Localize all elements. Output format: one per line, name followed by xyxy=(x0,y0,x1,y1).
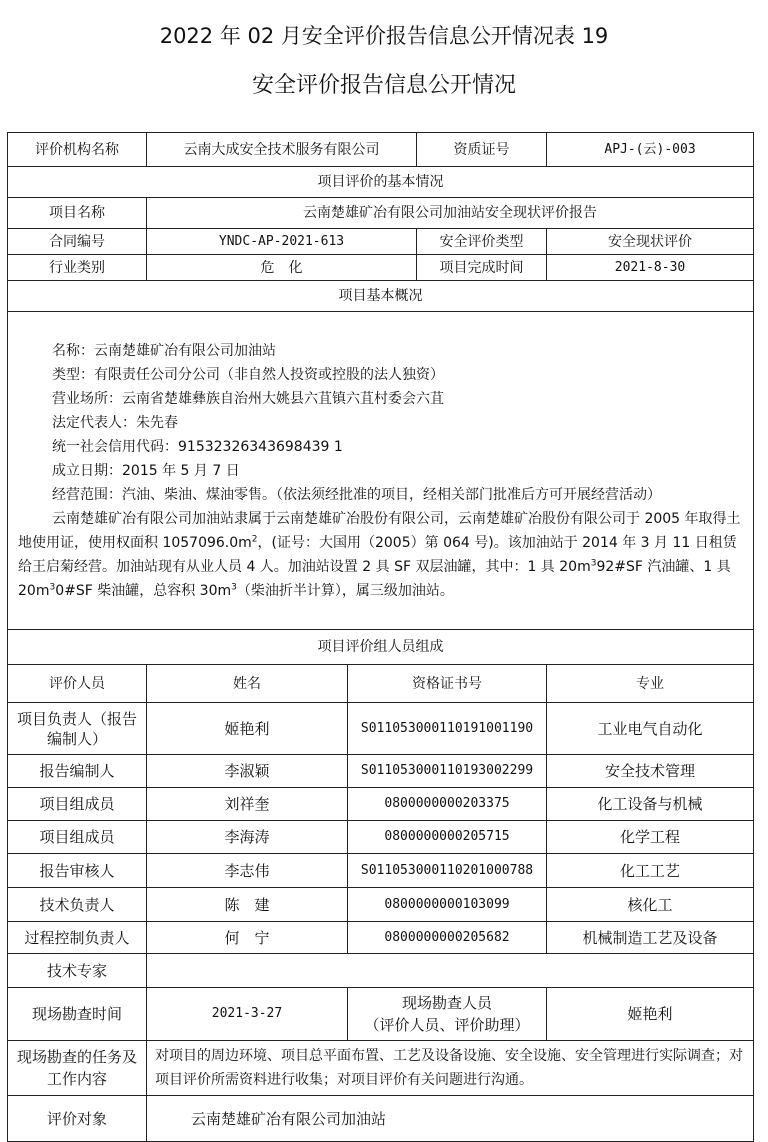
table-row xyxy=(8,755,754,788)
member-cert: S011053000110191001190 xyxy=(348,703,547,755)
team-header-major: 专业 xyxy=(547,665,754,703)
cert-value: APJ-(云)-003 xyxy=(547,133,754,167)
member-name: 陈 建 xyxy=(147,888,348,922)
table-row xyxy=(8,788,754,821)
basic-section-header: 项目评价的基本情况 xyxy=(8,167,754,198)
member-major: 核化工 xyxy=(547,888,754,922)
cert-label: 资质证号 xyxy=(417,133,547,167)
member-role: 报告编制人 xyxy=(8,755,147,788)
eval-target: 云南楚雄矿冶有限公司加油站 xyxy=(147,1096,754,1142)
member-name: 李淑颖 xyxy=(147,755,348,788)
org-value: 云南大成安全技术服务有限公司 xyxy=(147,133,417,167)
team-header-name: 姓名 xyxy=(147,665,348,703)
member-name: 刘祥奎 xyxy=(147,788,348,821)
member-cert: S011053000110201000788 xyxy=(348,854,547,888)
superscript: 3 xyxy=(49,581,56,592)
member-major: 化学工程 xyxy=(547,821,754,854)
member-name: 李海涛 xyxy=(147,821,348,854)
overview-paragraph xyxy=(18,507,743,603)
survey-time-label: 现场勘查时间 xyxy=(8,988,147,1041)
table-row xyxy=(8,703,754,755)
document-subtitle: 安全评价报告信息公开情况 xyxy=(251,73,516,98)
member-name: 何 宁 xyxy=(147,922,348,954)
contract-number: YNDC-AP-2021-613 xyxy=(147,229,417,255)
overview-line: 类型：有限责任公司分公司（非自然人投资或控股的法人独资） xyxy=(52,366,444,383)
survey-people: 姬艳利 xyxy=(547,988,754,1041)
table-row xyxy=(8,922,754,954)
table-row xyxy=(8,854,754,888)
contract-label: 合同编号 xyxy=(8,229,147,255)
survey-people-label: 现场勘查人员 （评价人员、评价助理） xyxy=(348,988,547,1041)
team-header-role: 评价人员 xyxy=(8,665,147,703)
member-cert: 0800000000205715 xyxy=(348,821,547,854)
superscript: 2 xyxy=(251,533,258,544)
paragraph-part: 云南楚雄矿冶有限公司加油站隶属于云南楚雄矿冶股份有限公司，云南楚雄矿冶股份有限公司于 2005 年取得土地使用证，使用权面积 1057096.0m xyxy=(18,510,741,551)
member-name: 李志伟 xyxy=(147,854,348,888)
member-role: 项目组成员 xyxy=(8,821,147,854)
member-role: 过程控制负责人 xyxy=(8,922,147,954)
team-section-header: 项目评价组人员组成 xyxy=(8,630,754,665)
overview-line: 法定代表人：朱先春 xyxy=(52,414,178,431)
project-name: 云南楚雄矿冶有限公司加油站安全现状评价报告 xyxy=(147,198,754,229)
overview-line: 统一社会信用代码：91532326343698439 1 xyxy=(52,438,343,455)
overview-section-header: 项目基本概况 xyxy=(8,281,754,312)
survey-task-label: 现场勘查的任务及工作内容 xyxy=(8,1041,147,1096)
member-role: 项目负责人（报告编制人） xyxy=(8,703,147,755)
member-cert: 0800000000205682 xyxy=(348,922,547,954)
industry-value: 危 化 xyxy=(147,255,417,281)
project-name-label: 项目名称 xyxy=(8,198,147,229)
eval-type: 安全现状评价 xyxy=(547,229,754,255)
overview-line: 营业场所：云南省楚雄彝族自治州大姚县六苴镇六苴村委会六苴 xyxy=(52,390,444,407)
document-title: 2022 年 02 月安全评价报告信息公开情况表 19 xyxy=(159,24,609,48)
finish-date: 2021-8-30 xyxy=(547,255,754,281)
member-cert: 0800000000103099 xyxy=(348,888,547,922)
paragraph-part: （柴油折半计算），属三级加油站。 xyxy=(236,582,454,599)
survey-time: 2021-3-27 xyxy=(147,988,348,1041)
eval-type-label: 安全评价类型 xyxy=(417,229,547,255)
overview-body xyxy=(8,312,754,630)
info-table xyxy=(7,132,754,1142)
overview-line: 名称：云南楚雄矿冶有限公司加油站 xyxy=(52,342,276,359)
superscript: 3 xyxy=(590,557,597,568)
paragraph-part: 92#SF 汽油罐、1 具 20m xyxy=(18,558,731,599)
expert-value xyxy=(147,954,754,988)
finish-label: 项目完成时间 xyxy=(417,255,547,281)
paragraph-part: 0#SF 柴油罐，总容积 30m xyxy=(55,582,232,599)
industry-label: 行业类别 xyxy=(8,255,147,281)
member-role: 报告审核人 xyxy=(8,854,147,888)
member-major: 安全技术管理 xyxy=(547,755,754,788)
business-scope: 经营范围：汽油、柴油、煤油零售。（依法须经批准的项目，经相关部门批准后方可开展经营活动） xyxy=(52,486,661,503)
member-major: 化工工艺 xyxy=(547,854,754,888)
member-major: 化工设备与机械 xyxy=(547,788,754,821)
member-name: 姬艳利 xyxy=(147,703,348,755)
member-cert: 0800000000203375 xyxy=(348,788,547,821)
member-cert: S011053000110193002299 xyxy=(348,755,547,788)
superscript: 3 xyxy=(231,581,237,592)
paragraph-part: ，(证号：大国用（2005）第 064 号)。该加油站于 2014 年 3 月 11 日租赁给王启菊经营。加油站现有从业人员 4 人。加油站设置 2 具 SF 双层油罐，其中：1 具 20m xyxy=(18,534,737,575)
member-role: 技术负责人 xyxy=(8,888,147,922)
table-row xyxy=(8,821,754,854)
member-major: 机械制造工艺及设备 xyxy=(547,922,754,954)
eval-target-label: 评价对象 xyxy=(8,1096,147,1142)
org-label: 评价机构名称 xyxy=(8,133,147,167)
member-role: 项目组成员 xyxy=(8,788,147,821)
overview-line: 成立日期：2015 年 5 月 7 日 xyxy=(52,462,240,479)
survey-task: 对项目的周边环境、项目总平面布置、工艺及设备设施、安全设施、安全管理进行实际调查；对项目评价所需资料进行收集；对项目评价有关问题进行沟通。 xyxy=(147,1041,754,1096)
team-header-cert: 资格证书号 xyxy=(348,665,547,703)
expert-label: 技术专家 xyxy=(8,954,147,988)
table-row xyxy=(8,888,754,922)
member-major: 工业电气自动化 xyxy=(547,703,754,755)
